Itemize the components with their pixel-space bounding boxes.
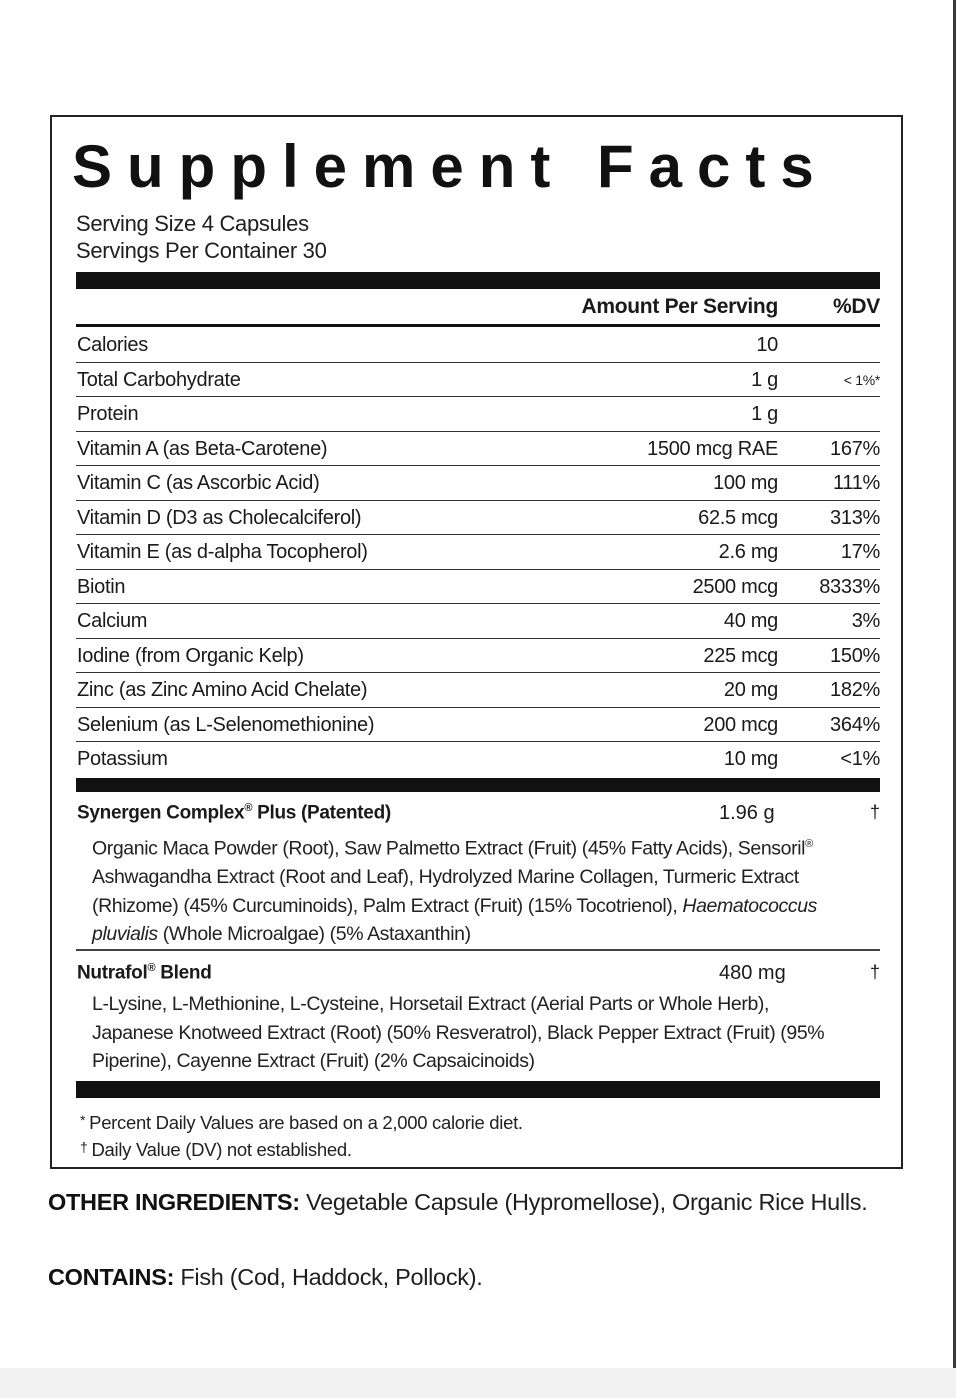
nutrient-name: Calcium	[77, 610, 148, 632]
nutrient-name: Protein	[77, 403, 139, 425]
nutrient-amount: 200 mcg	[703, 713, 778, 736]
nutrient-row	[76, 432, 880, 467]
serving-info	[76, 210, 327, 264]
nutrient-name: Iodine (from Organic Kelp)	[77, 644, 304, 667]
nutrient-table	[76, 328, 880, 776]
nutrient-amount: 10	[756, 334, 778, 356]
blend-dv: †	[869, 962, 880, 982]
nutrient-name: Calories	[77, 334, 148, 356]
nutrient-dv: 17%	[840, 541, 880, 563]
nutrient-dv: 313%	[830, 506, 880, 529]
nutrient-row	[76, 708, 880, 743]
footnote-daily-values: * Percent Daily Values are based on a 2,000 calorie diet.	[80, 1112, 523, 1133]
nutrient-amount: 100 mg	[713, 472, 778, 494]
nutrient-amount: 225 mcg	[703, 644, 778, 667]
nutrient-row	[76, 328, 880, 363]
blend-amount: 480 mg	[719, 962, 786, 984]
nutrient-dv: 364%	[830, 713, 880, 736]
nutrient-row	[76, 673, 880, 708]
nutrient-name: Selenium (as L-Selenomethionine)	[77, 713, 375, 736]
nutrient-amount: 1 g	[751, 368, 778, 391]
nutrient-name: Total Carbohydrate	[77, 368, 241, 391]
footnote-dv-not-established: † Daily Value (DV) not established.	[80, 1139, 352, 1160]
nutrient-amount: 1500 mcg RAE	[647, 437, 778, 460]
nutrient-amount: 40 mg	[723, 610, 778, 632]
nutrient-dv: 167%	[830, 437, 880, 460]
dv-header: %DV	[833, 295, 880, 318]
nutrient-dv: 8333%	[819, 575, 880, 598]
contains-label: CONTAINS:	[48, 1264, 175, 1290]
blend-name: Synergen Complex® Plus (Patented)	[77, 802, 391, 824]
header-rule	[76, 324, 880, 327]
nutrient-name: Vitamin D (D3 as Cholecalciferol)	[77, 506, 362, 529]
nutrient-row	[76, 570, 880, 605]
nutrient-amount: 2.6 mg	[718, 541, 778, 563]
serving-size: Serving Size 4 Capsules	[76, 211, 309, 236]
nutrient-amount: 10 mg	[723, 748, 778, 770]
nutrient-row	[76, 639, 880, 674]
nutrient-row	[76, 466, 880, 501]
nutrient-dv: 150%	[830, 644, 880, 667]
contains-text: Fish (Cod, Haddock, Pollock).	[174, 1264, 483, 1290]
blend-dv: †	[869, 802, 880, 822]
nutrient-name: Biotin	[77, 575, 126, 598]
amount-per-serving-header: Amount Per Serving	[581, 295, 778, 318]
nutrient-amount: 62.5 mcg	[698, 506, 778, 529]
thick-divider-bottom	[76, 1081, 880, 1098]
window-edge-bottom	[0, 1368, 956, 1398]
nutrient-amount: 2500 mcg	[692, 575, 778, 598]
blend-ingredients: L-Lysine, L-Methionine, L-Cysteine, Horsetail Extract (Aerial Parts or Whole Herb), Japanese Knotweed Extract (Root) (50% Resveratrol), Black Pepper Extract (Fruit) (95% Piperine), Cayenne Extract (Fruit) (2% Capsaicinoids)	[92, 993, 825, 1072]
nutrient-dv: 3%	[851, 610, 880, 632]
nutrient-name: Vitamin A (as Beta-Carotene)	[77, 437, 328, 460]
nutrafol-blend	[76, 962, 880, 1072]
nutrient-name: Zinc (as Zinc Amino Acid Chelate)	[77, 679, 368, 701]
nutrient-dv: 182%	[830, 679, 880, 701]
nutrient-row	[76, 397, 880, 432]
allergen-contains	[48, 1261, 868, 1294]
nutrient-dv: 111%	[833, 472, 880, 494]
servings-per-container: Servings Per Container 30	[76, 238, 327, 263]
nutrient-dv: < 1%*	[843, 371, 880, 388]
nutrient-amount: 1 g	[751, 403, 778, 425]
other-ingredients-label: OTHER INGREDIENTS:	[48, 1189, 300, 1215]
thick-divider-top	[76, 272, 880, 289]
synergen-complex-blend	[76, 802, 880, 945]
nutrient-row	[76, 604, 880, 639]
nutrient-row	[76, 501, 880, 536]
nutrient-dv: <1%	[840, 748, 880, 770]
nutrient-row	[76, 363, 880, 398]
panel-title: Supplement Facts	[72, 133, 829, 200]
nutrient-row	[76, 535, 880, 570]
blend-ingredients: Organic Maca Powder (Root), Saw Palmetto Extract (Fruit) (45% Fatty Acids), Sensoril® Ashwagandha Extract (Root and Leaf), Hydrolyzed Marine Collagen, Turmeric Extract (Rhizome) (45% Curcuminoids), Palm Extract (Fruit) (15% Tocotrienol), Haematococcus pluvialis (Whole Microalgae) (5% Astaxanthin)	[92, 837, 818, 945]
column-header	[76, 289, 880, 325]
supplement-facts-panel	[50, 115, 903, 1169]
nutrient-name: Vitamin E (as d-alpha Tocopherol)	[77, 541, 368, 563]
other-ingredients	[48, 1186, 868, 1219]
blend-divider	[76, 949, 880, 951]
blend-name: Nutrafol® Blend	[77, 962, 212, 984]
nutrient-name: Potassium	[77, 748, 168, 770]
thick-divider-middle	[76, 778, 880, 792]
nutrient-amount: 20 mg	[723, 679, 778, 701]
blend-amount: 1.96 g	[719, 802, 775, 824]
nutrient-row	[76, 742, 880, 776]
other-ingredients-text: Vegetable Capsule (Hypromellose), Organic Rice Hulls.	[299, 1189, 868, 1215]
nutrient-name: Vitamin C (as Ascorbic Acid)	[77, 472, 320, 494]
